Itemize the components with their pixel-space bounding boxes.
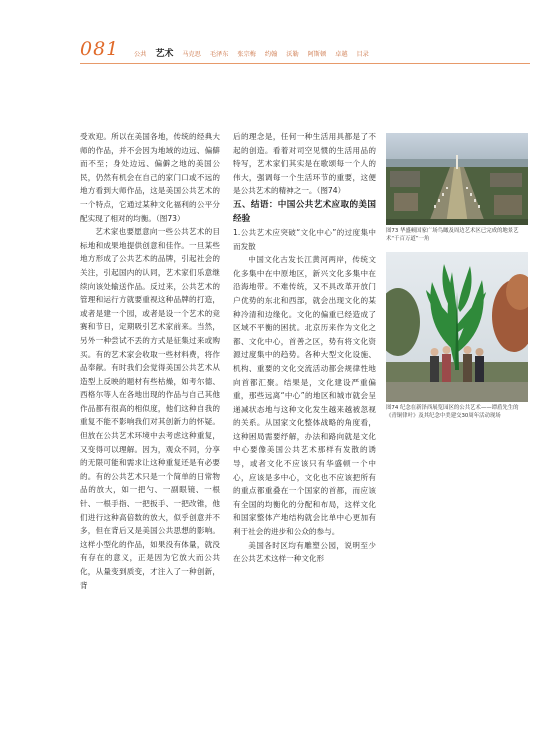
nav-item: 目录 bbox=[356, 51, 369, 58]
paragraph: 中国文化古发长江黄河两岸，传统文化多集中在中原地区，新兴文化多集中在沿海地带。不难传统，又不具改革开放门户优势的东北和西部，就会出现文化的某种冷清和边缘化。文化的偏重已经造成了区域不平衡的困扰。北京历来作为文化之都、文化中心，首善之区，势有将文化资源过度集中的趋势。各种大型文化设施、机构、重要的文化交流活动都会规律性地向首都汇聚。结果是，文化建设严重偏重，那些远离“中心”的地区和城市就会呈递减状态地与这种文化发生越来越被忽视的关系。从国家文化整体战略的角度看，这种困局需要纾解，办法和路向就是文化中心要像美国公共艺术那样有发散的诱导，或者文化不应该只有华盛顿一个中心，应该是多中心，文化也不应该把所有的重点都重叠在一个国家的首都，而应该有全国的均衡化的分配和布局，这样文化和国家整体产地结构就会比单中心更加有利于社会的进步和公众的参与。 bbox=[233, 255, 376, 537]
nav-item: 阿斯顿 bbox=[307, 51, 327, 58]
nav-item-active: 艺术 bbox=[155, 49, 174, 59]
nav-item: 张宗梅 bbox=[237, 51, 256, 58]
page-header bbox=[80, 38, 530, 60]
section-title: 五、结语：中国公共艺术应取的美国经验 bbox=[233, 199, 376, 224]
figure-74-sculpture-photo bbox=[386, 252, 528, 402]
page-number: 081 bbox=[80, 38, 120, 60]
nav-item: 公共 bbox=[134, 51, 147, 58]
subsection-title: 1.公共艺术应突破“文化中心”的过度集中而发散 bbox=[233, 227, 376, 251]
paragraph: 美国各时区均有雕塑公园，说明至少在公共艺术这样一种文化形 bbox=[233, 540, 376, 564]
header-rule bbox=[80, 63, 530, 64]
nav-item: 马克思 bbox=[182, 51, 201, 58]
paragraph: 受欢迎。所以在美国各地，传统的经典大师的作品，并不会因为地域的边远、偏僻而不至；身处边远、偏僻之地的美国公民，仍然有机会在自己的家门口或不远的地方看到大师作品，这是美国公共艺术的一个特点，它通过某种文化福利的公平分配实现了相对的均衡。（图73） bbox=[80, 132, 220, 223]
figure-74-caption: 图74 纪念在新泽西展览园区的公共艺术——谭盾先生的《青铜律叶》及其纪念中美建交30周年活动现场 bbox=[386, 405, 519, 419]
paragraph: 艺术家也要愿意向一些公共艺术的目标地和成果地提供创意和佳作。一旦某些地方形成了公共艺术的品牌，引起社会的关注，引起国内的认同，艺术家们乐意继续向该处输送作品。反过来，公共艺术的管理和运行方就要重视这种品牌的打造，或者是建一个园，或者是设一个艺术的竞赛和节日，定期吸引艺术家前来。当然，另外一种尝试不丢的方式是征集过来或购买。有的艺术家会收取一些材料费，将作品奉献。有时我们会觉得美国公共艺术从造型上反映的题材有些枯燥，如考尔德、西格尔等人在各地出现的作品与自己其他作品都有很高的相似度，他们这种自我的重复不能不影响我们对其创新力的怀疑。但放在公共艺术环境中去考虑这种重复，又变得可以理解。因为，观众不同，分享的无限可能和需求让这种重复还是有必要的。有的公共艺术只是一个简单的日常物品的放大，如一把勺、一副眼镜、一根针、一根手指、一把扳手、一把改锥，他们进行这种高倍数的放大，似乎创意并不多，但在背后又是美国公共思想的影响。这样小型化的作品，如果没有体量，就没有存在的意义，正是因为它放大而公共化，从量变到质变，才注入了一种创新，背 bbox=[80, 227, 220, 590]
header-nav bbox=[134, 46, 376, 59]
nav-item: 毛泽东 bbox=[209, 51, 229, 58]
paragraph: 后的理念是，任何一种生活用具都是了不起的创造。看着对司空见惯的生活用品的特写，艺术家们其实是在歌颂每一个人的伟大，强调每一个生活环节的重要，这便是公共艺术的精神之一。（图74） bbox=[233, 132, 376, 196]
nav-item: 约翰 bbox=[264, 51, 278, 58]
text-column-middle bbox=[233, 130, 376, 566]
text-column-left bbox=[80, 130, 220, 592]
nav-item: 卓越 bbox=[335, 51, 348, 58]
figure-73-caption: 图73 华盛顿国家广场鸟瞰及周边艺术区已完成的地景艺术“千百万道”一角 bbox=[386, 228, 519, 242]
nav-item: 沃勒 bbox=[286, 51, 299, 58]
figure-73-aerial-photo bbox=[386, 133, 528, 225]
